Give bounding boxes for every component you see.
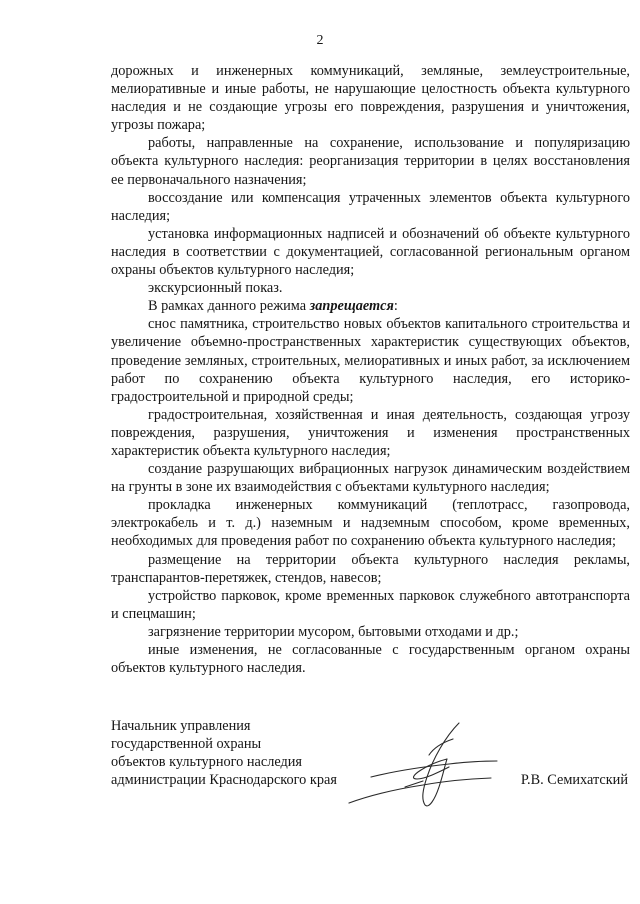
prohibition-item: снос памятника, строительство новых объектов капитального строительства и увеличение объемно-пространственных характеристик существующих объектов, проведение земляных, строительных, мелиоративных и иных работ, за исключением работ по сохранению объекта культурного наследия, его историко-градостроительной и природной среды; (111, 316, 630, 405)
paragraph-preservation-works: работы, направленные на сохранение, использование и популяризацию объекта культурного наследия: реорганизация территории в целях восстановления ее первоначального назначения; (111, 135, 630, 188)
prohibition-item: размещение на территории объекта культурного наследия рекламы, транспарантов-перетяжек, стендов, навесов; (111, 551, 630, 586)
paragraph-reconstruction: воссоздание или компенсация утраченных элементов объекта культурного наследия; (111, 189, 630, 224)
signatory-name: Р.В. Семихатский (520, 772, 628, 788)
prohibition-item: устройство парковок, кроме временных парковок служебного автотранспорта и спецмашин; (111, 587, 630, 622)
prohibition-item: иные изменения, не согласованные с государственным органом охраны объектов культурного наследия. (111, 642, 630, 677)
prohibition-item: градостроительная, хозяйственная и иная деятельность, создающая угрозу повреждения, разрушения, уничтожения и изменения пространственных характеристик объекта культурного наследия; (111, 406, 630, 459)
paragraph-signage: установка информационных надписей и обозначений об объекте культурного наследия в соответствии с документацией, согласованной региональным органом охраны объектов культурного наследия; (111, 225, 630, 279)
signatory-title-line: Начальник управления (111, 718, 251, 734)
regime-suffix: : (393, 298, 398, 315)
signatory-title-line: администрации Краснодарского края (111, 772, 337, 788)
prohibition-item: загрязнение территории мусором, бытовыми отходами и др.; (148, 623, 519, 640)
paragraph-continuation: дорожных и инженерных коммуникаций, земляные, землеустроительные, мелиоративные и иные работы, не нарушающие целостность объекта культурного наследия и не создающие угрозы его повреждения, разрушения и уничтожения, угрозы пожара; (111, 63, 630, 134)
regime-prefix: В рамках данного режима (148, 298, 310, 315)
signatory-title-line: государственной охраны (111, 736, 262, 752)
handwritten-signature (341, 715, 511, 815)
regime-heading (111, 297, 630, 315)
signature-block (111, 717, 630, 827)
document-body (111, 62, 630, 677)
prohibition-item: создание разрушающих вибрационных нагрузок динамическим воздействием на грунты в зоне их взаимодействия с объектами культурного наследия; (111, 461, 630, 496)
regime-emphasis: запрещается (309, 298, 394, 315)
paragraph-excursion: экскурсионный показ. (148, 280, 283, 297)
signatory-title-line: объектов культурного наследия (111, 754, 302, 770)
page-number: 2 (316, 33, 324, 48)
prohibition-item: прокладка инженерных коммуникаций (теплотрасс, газопровода, электрокабель и т. д.) наземным и надземным способом, кроме временных, необходимых для проведения работ по сохранению объекта культурного наследия; (111, 497, 630, 550)
